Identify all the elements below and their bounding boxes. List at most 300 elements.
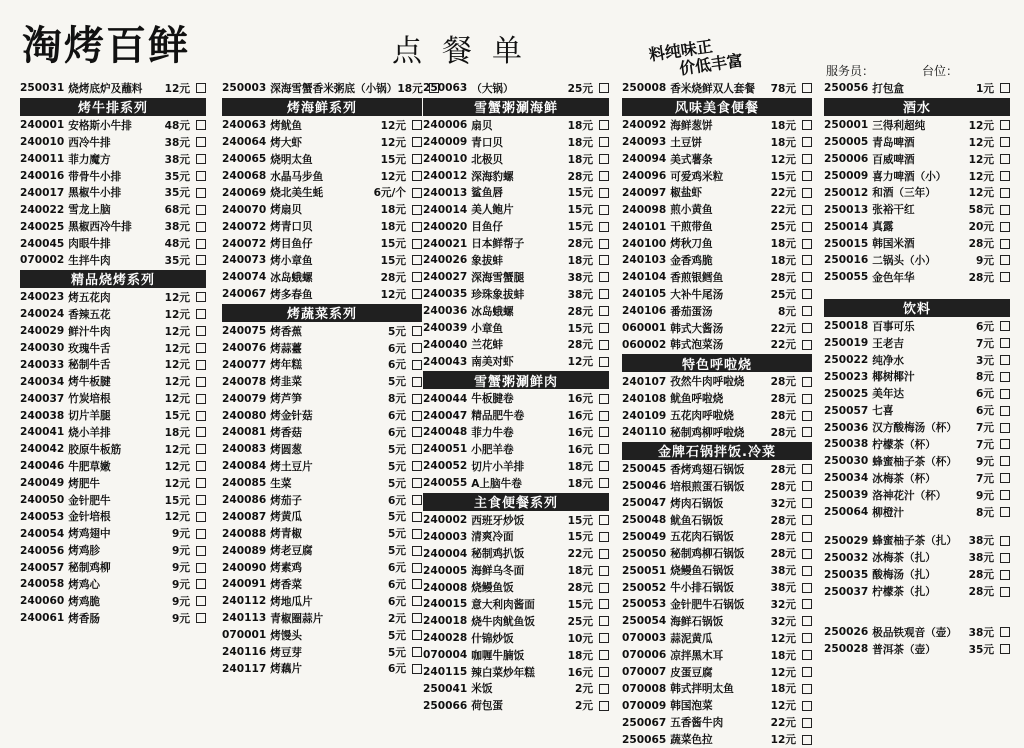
order-checkbox[interactable] <box>802 171 812 181</box>
order-checkbox[interactable] <box>1000 372 1010 382</box>
item-code: 240106 <box>622 305 667 318</box>
item-name: 五花肉石锅饭 <box>670 531 734 544</box>
menu-item <box>20 306 206 323</box>
order-checkbox[interactable] <box>599 701 609 711</box>
menu-item <box>20 184 206 201</box>
order-checkbox[interactable] <box>599 633 609 643</box>
order-checkbox[interactable] <box>412 394 422 404</box>
order-checkbox[interactable] <box>196 239 206 249</box>
item-code: 250048 <box>622 514 667 527</box>
order-checkbox[interactable] <box>802 616 812 626</box>
item-name: 鱿鱼石锅饭 <box>670 514 724 527</box>
menu-item <box>622 478 812 495</box>
item-name: 精品肥牛卷 <box>471 410 525 423</box>
item-price: 25元 <box>567 615 593 628</box>
order-checkbox[interactable] <box>802 222 812 232</box>
item-name: 烤老豆腐 <box>270 545 313 558</box>
menu-item <box>222 661 422 678</box>
order-checkbox[interactable] <box>1000 439 1010 449</box>
item-code: 240089 <box>222 544 267 557</box>
order-checkbox[interactable] <box>1000 490 1010 500</box>
order-checkbox[interactable] <box>599 583 609 593</box>
order-checkbox[interactable] <box>196 154 206 164</box>
item-name: 蒜泥黄瓜 <box>670 632 713 645</box>
order-checkbox[interactable] <box>599 684 609 694</box>
order-checkbox[interactable] <box>599 205 609 215</box>
order-checkbox[interactable] <box>412 495 422 505</box>
order-checkbox[interactable] <box>412 461 422 471</box>
order-checkbox[interactable] <box>196 596 206 606</box>
menu-item <box>824 504 1010 521</box>
menu-item <box>423 303 609 320</box>
item-code: 240041 <box>20 426 65 439</box>
order-checkbox[interactable] <box>599 289 609 299</box>
item-price: 28元 <box>770 480 796 493</box>
item-code: 250019 <box>824 337 869 350</box>
order-checkbox[interactable] <box>196 579 206 589</box>
order-checkbox[interactable] <box>1000 473 1010 483</box>
item-code: 240112 <box>222 595 267 608</box>
order-checkbox[interactable] <box>802 633 812 643</box>
item-price: 38元 <box>770 582 796 595</box>
order-checkbox[interactable] <box>599 357 609 367</box>
item-name: 象拔蚌 <box>471 254 504 267</box>
item-name: 烧烤底炉及蘸料 <box>68 82 143 95</box>
order-checkbox[interactable] <box>196 292 206 302</box>
item-code: 240108 <box>622 392 667 405</box>
menu-item <box>622 664 812 681</box>
item-price: 28元 <box>968 586 994 599</box>
order-checkbox[interactable] <box>196 613 206 623</box>
order-checkbox[interactable] <box>802 532 812 542</box>
order-checkbox[interactable] <box>196 512 206 522</box>
item-price: 22元 <box>567 548 593 561</box>
order-checkbox[interactable] <box>1000 587 1010 597</box>
order-checkbox[interactable] <box>196 444 206 454</box>
order-checkbox[interactable] <box>196 360 206 370</box>
order-checkbox[interactable] <box>412 205 422 215</box>
item-name: 西班牙炒饭 <box>471 514 525 527</box>
order-checkbox[interactable] <box>599 120 609 130</box>
order-checkbox[interactable] <box>802 464 812 474</box>
order-checkbox[interactable] <box>412 360 422 370</box>
order-checkbox[interactable] <box>196 461 206 471</box>
item-name: 韩国泡菜 <box>670 700 713 713</box>
item-name: 烤五花肉 <box>68 291 111 304</box>
order-checkbox[interactable] <box>802 650 812 660</box>
order-checkbox[interactable] <box>802 83 812 93</box>
order-checkbox[interactable] <box>802 735 812 745</box>
item-code: 240053 <box>20 510 65 523</box>
menu-item <box>20 289 206 306</box>
order-checkbox[interactable] <box>1000 389 1010 399</box>
order-checkbox[interactable] <box>196 377 206 387</box>
item-code: 250063 <box>423 82 468 95</box>
item-price: 28元 <box>770 426 796 439</box>
order-checkbox[interactable] <box>196 411 206 421</box>
item-code: 240020 <box>423 220 468 233</box>
item-name: 黑椒西冷牛排 <box>68 221 132 234</box>
order-checkbox[interactable] <box>599 239 609 249</box>
order-checkbox[interactable] <box>412 377 422 387</box>
order-checkbox[interactable] <box>599 616 609 626</box>
order-checkbox[interactable] <box>599 255 609 265</box>
order-checkbox[interactable] <box>196 529 206 539</box>
item-code: 240003 <box>423 530 468 543</box>
order-checkbox[interactable] <box>412 289 422 299</box>
order-checkbox[interactable] <box>412 512 422 522</box>
order-checkbox[interactable] <box>412 171 422 181</box>
item-price: 28元 <box>770 271 796 284</box>
order-checkbox[interactable] <box>196 83 206 93</box>
order-checkbox[interactable] <box>802 583 812 593</box>
item-price: 18元 <box>770 254 796 267</box>
item-price: 12元 <box>770 700 796 713</box>
order-checkbox[interactable] <box>802 549 812 559</box>
order-checkbox[interactable] <box>599 171 609 181</box>
order-checkbox[interactable] <box>1000 255 1010 265</box>
order-checkbox[interactable] <box>802 566 812 576</box>
item-code: 240039 <box>423 322 468 335</box>
menu-item <box>824 201 1010 218</box>
order-checkbox[interactable] <box>599 306 609 316</box>
order-checkbox[interactable] <box>412 411 422 421</box>
item-code: 240075 <box>222 325 267 338</box>
menu-item <box>423 201 609 218</box>
order-checkbox[interactable] <box>1000 239 1010 249</box>
order-checkbox[interactable] <box>412 255 422 265</box>
order-checkbox[interactable] <box>196 478 206 488</box>
item-code: 240072 <box>222 220 267 233</box>
menu-item <box>622 424 812 441</box>
order-checkbox[interactable] <box>802 599 812 609</box>
order-checkbox[interactable] <box>599 137 609 147</box>
item-price: 12元 <box>164 511 190 524</box>
order-checkbox[interactable] <box>196 255 206 265</box>
order-checkbox[interactable] <box>802 701 812 711</box>
item-name: 日本鲜帮子 <box>471 238 525 251</box>
item-name: 柠檬茶（扎） <box>872 586 936 599</box>
order-checkbox[interactable] <box>1000 272 1010 282</box>
order-checkbox[interactable] <box>412 222 422 232</box>
order-checkbox[interactable] <box>412 630 422 640</box>
menu-item <box>222 252 422 269</box>
order-checkbox[interactable] <box>412 529 422 539</box>
item-price: 5元 <box>388 460 406 473</box>
order-checkbox[interactable] <box>1000 536 1010 546</box>
item-name: 烤黄瓜 <box>270 511 303 524</box>
section-header: 特色呼啦烧 <box>622 354 812 372</box>
item-name: 烤素鸡 <box>270 562 303 575</box>
order-checkbox[interactable] <box>196 427 206 437</box>
order-checkbox[interactable] <box>802 377 812 387</box>
item-price: 9元 <box>976 254 994 267</box>
order-checkbox[interactable] <box>196 495 206 505</box>
order-checkbox[interactable] <box>1000 154 1010 164</box>
order-checkbox[interactable] <box>412 444 422 454</box>
order-checkbox[interactable] <box>599 222 609 232</box>
order-checkbox[interactable] <box>802 272 812 282</box>
menu-item <box>20 117 206 134</box>
order-checkbox[interactable] <box>802 120 812 130</box>
menu-item <box>622 336 812 353</box>
order-checkbox[interactable] <box>802 394 812 404</box>
menu-item <box>423 80 609 97</box>
menu-item <box>222 340 422 357</box>
order-checkbox[interactable] <box>1000 188 1010 198</box>
order-checkbox[interactable] <box>599 667 609 677</box>
order-checkbox[interactable] <box>802 137 812 147</box>
order-checkbox[interactable] <box>412 154 422 164</box>
order-checkbox[interactable] <box>1000 321 1010 331</box>
order-checkbox[interactable] <box>196 343 206 353</box>
order-checkbox[interactable] <box>802 289 812 299</box>
order-checkbox[interactable] <box>196 546 206 556</box>
order-checkbox[interactable] <box>196 171 206 181</box>
item-name: 目鱼仔 <box>471 221 504 234</box>
order-checkbox[interactable] <box>599 515 609 525</box>
order-checkbox[interactable] <box>599 444 609 454</box>
slogan <box>648 34 744 82</box>
order-checkbox[interactable] <box>802 306 812 316</box>
order-checkbox[interactable] <box>412 427 422 437</box>
order-checkbox[interactable] <box>599 323 609 333</box>
item-price: 18元 <box>770 119 796 132</box>
order-checkbox[interactable] <box>802 188 812 198</box>
order-checkbox[interactable] <box>1000 205 1010 215</box>
item-code: 070006 <box>622 649 667 662</box>
order-checkbox[interactable] <box>599 154 609 164</box>
item-price: 18元 <box>567 153 593 166</box>
item-name: 秘制牛舌 <box>68 359 111 372</box>
order-checkbox[interactable] <box>599 566 609 576</box>
menu-item <box>423 184 609 201</box>
menu-item <box>423 458 609 475</box>
item-price: 35元 <box>164 187 190 200</box>
item-code: 240045 <box>20 237 65 250</box>
menu-item <box>222 407 422 424</box>
order-checkbox[interactable] <box>412 326 422 336</box>
order-checkbox[interactable] <box>802 498 812 508</box>
order-checkbox[interactable] <box>412 272 422 282</box>
order-checkbox[interactable] <box>196 205 206 215</box>
order-checkbox[interactable] <box>412 664 422 674</box>
menu-item <box>423 235 609 252</box>
order-checkbox[interactable] <box>412 137 422 147</box>
order-checkbox[interactable] <box>599 411 609 421</box>
order-checkbox[interactable] <box>196 309 206 319</box>
item-price: 58元 <box>968 204 994 217</box>
spacer <box>824 600 1010 612</box>
order-checkbox[interactable] <box>196 188 206 198</box>
item-price: 12元 <box>164 477 190 490</box>
item-name: 烧牛肉鱿鱼饭 <box>471 615 535 628</box>
item-price: 28元 <box>567 305 593 318</box>
order-checkbox[interactable] <box>1000 171 1010 181</box>
order-checkbox[interactable] <box>1000 423 1010 433</box>
order-checkbox[interactable] <box>802 667 812 677</box>
order-checkbox[interactable] <box>412 478 422 488</box>
item-name: 肉眼牛排 <box>68 238 111 251</box>
item-name: （大锅） <box>471 82 514 95</box>
item-name: 烤鱿鱼 <box>270 119 303 132</box>
item-name: 辣白菜炒年糕 <box>471 666 535 679</box>
order-checkbox[interactable] <box>802 718 812 728</box>
item-code: 240087 <box>222 510 267 523</box>
item-name: 美年达 <box>872 388 905 401</box>
order-checkbox[interactable] <box>412 343 422 353</box>
order-checkbox[interactable] <box>196 563 206 573</box>
item-name: 金色年华 <box>872 271 915 284</box>
order-checkbox[interactable] <box>412 563 422 573</box>
menu-item <box>423 512 609 529</box>
order-checkbox[interactable] <box>1000 355 1010 365</box>
item-code: 240009 <box>423 136 468 149</box>
order-checkbox[interactable] <box>802 684 812 694</box>
item-price: 6元 <box>388 595 406 608</box>
item-price: 15元 <box>567 204 593 217</box>
menu-item <box>423 168 609 185</box>
order-checkbox[interactable] <box>1000 137 1010 147</box>
item-name: 张裕干红 <box>872 204 915 217</box>
order-checkbox[interactable] <box>412 579 422 589</box>
order-checkbox[interactable] <box>412 188 422 198</box>
menu-item <box>20 424 206 441</box>
order-checkbox[interactable] <box>1000 338 1010 348</box>
item-code: 240100 <box>622 237 667 250</box>
order-checkbox[interactable] <box>802 323 812 333</box>
item-price: 1元 <box>976 82 994 95</box>
order-checkbox[interactable] <box>412 120 422 130</box>
item-price: 5元 <box>388 646 406 659</box>
order-checkbox[interactable] <box>802 205 812 215</box>
order-checkbox[interactable] <box>1000 507 1010 517</box>
order-checkbox[interactable] <box>599 532 609 542</box>
order-checkbox[interactable] <box>1000 456 1010 466</box>
item-code: 240117 <box>222 662 267 675</box>
item-price: 12元 <box>380 288 406 301</box>
order-checkbox[interactable] <box>599 549 609 559</box>
menu-item <box>824 624 1010 641</box>
order-checkbox[interactable] <box>196 326 206 336</box>
menu-item <box>20 134 206 151</box>
order-checkbox[interactable] <box>802 154 812 164</box>
item-name: 韩国米酒 <box>872 238 915 251</box>
order-checkbox[interactable] <box>802 515 812 525</box>
item-price: 9元 <box>976 489 994 502</box>
order-checkbox[interactable] <box>196 137 206 147</box>
item-code: 070003 <box>622 632 667 645</box>
item-price: 5元 <box>388 511 406 524</box>
item-price: 12元 <box>164 359 190 372</box>
order-checkbox[interactable] <box>802 481 812 491</box>
order-checkbox[interactable] <box>412 239 422 249</box>
item-price: 38元 <box>164 221 190 234</box>
order-checkbox[interactable] <box>412 546 422 556</box>
item-price: 15元 <box>380 254 406 267</box>
item-price: 9元 <box>172 528 190 541</box>
order-checkbox[interactable] <box>1000 553 1010 563</box>
order-checkbox[interactable] <box>802 340 812 350</box>
item-name: 秘制鸡柳石锅饭 <box>670 548 745 561</box>
order-checkbox[interactable] <box>196 120 206 130</box>
order-checkbox[interactable] <box>599 427 609 437</box>
order-checkbox[interactable] <box>196 222 206 232</box>
order-checkbox[interactable] <box>599 83 609 93</box>
item-price: 15元 <box>567 531 593 544</box>
order-checkbox[interactable] <box>599 478 609 488</box>
order-checkbox[interactable] <box>599 650 609 660</box>
order-checkbox[interactable] <box>196 394 206 404</box>
order-checkbox[interactable] <box>599 394 609 404</box>
order-checkbox[interactable] <box>412 647 422 657</box>
item-price: 18元 <box>770 683 796 696</box>
order-checkbox[interactable] <box>599 599 609 609</box>
menu-item <box>622 151 812 168</box>
item-code: 240057 <box>20 561 65 574</box>
order-checkbox[interactable] <box>802 411 812 421</box>
menu-item <box>20 252 206 269</box>
menu-item <box>423 613 609 630</box>
order-checkbox[interactable] <box>599 188 609 198</box>
order-checkbox[interactable] <box>599 340 609 350</box>
order-checkbox[interactable] <box>1000 644 1010 654</box>
order-checkbox[interactable] <box>1000 406 1010 416</box>
item-name: 干煎带鱼 <box>670 221 713 234</box>
order-checkbox[interactable] <box>1000 627 1010 637</box>
item-name: 金针培根 <box>68 511 111 524</box>
order-checkbox[interactable] <box>599 272 609 282</box>
item-code: 250067 <box>622 716 667 729</box>
order-checkbox[interactable] <box>412 613 422 623</box>
menu-item <box>824 184 1010 201</box>
order-checkbox[interactable] <box>599 461 609 471</box>
menu-column-1 <box>20 80 206 627</box>
item-price: 15元 <box>380 153 406 166</box>
item-price: 16元 <box>567 426 593 439</box>
order-checkbox[interactable] <box>802 239 812 249</box>
item-price: 20元 <box>968 221 994 234</box>
order-checkbox[interactable] <box>1000 222 1010 232</box>
menu-item <box>824 583 1010 600</box>
item-price: 25元 <box>567 82 593 95</box>
order-checkbox[interactable] <box>1000 570 1010 580</box>
menu-item <box>824 252 1010 269</box>
item-code: 250035 <box>824 568 869 581</box>
order-checkbox[interactable] <box>1000 83 1010 93</box>
item-price: 7元 <box>976 337 994 350</box>
item-name: 秘制鸡扒饭 <box>471 548 525 561</box>
item-code: 240068 <box>222 170 267 182</box>
item-code: 240113 <box>222 612 267 625</box>
item-code: 240002 <box>423 514 468 527</box>
item-code: 250054 <box>622 615 667 628</box>
order-checkbox[interactable] <box>802 255 812 265</box>
item-code: 240065 <box>222 153 267 166</box>
order-checkbox[interactable] <box>1000 120 1010 130</box>
item-price: 5元 <box>388 477 406 490</box>
item-code: 240091 <box>222 578 267 591</box>
menu-item <box>20 235 206 252</box>
menu-item <box>20 201 206 218</box>
order-checkbox[interactable] <box>412 596 422 606</box>
item-name: 青岛啤酒 <box>872 136 915 149</box>
item-code: 250023 <box>824 370 869 383</box>
item-name: 韩式泡菜汤 <box>670 339 724 352</box>
item-code: 240008 <box>423 581 468 594</box>
order-checkbox[interactable] <box>802 427 812 437</box>
item-code: 240010 <box>423 153 468 166</box>
